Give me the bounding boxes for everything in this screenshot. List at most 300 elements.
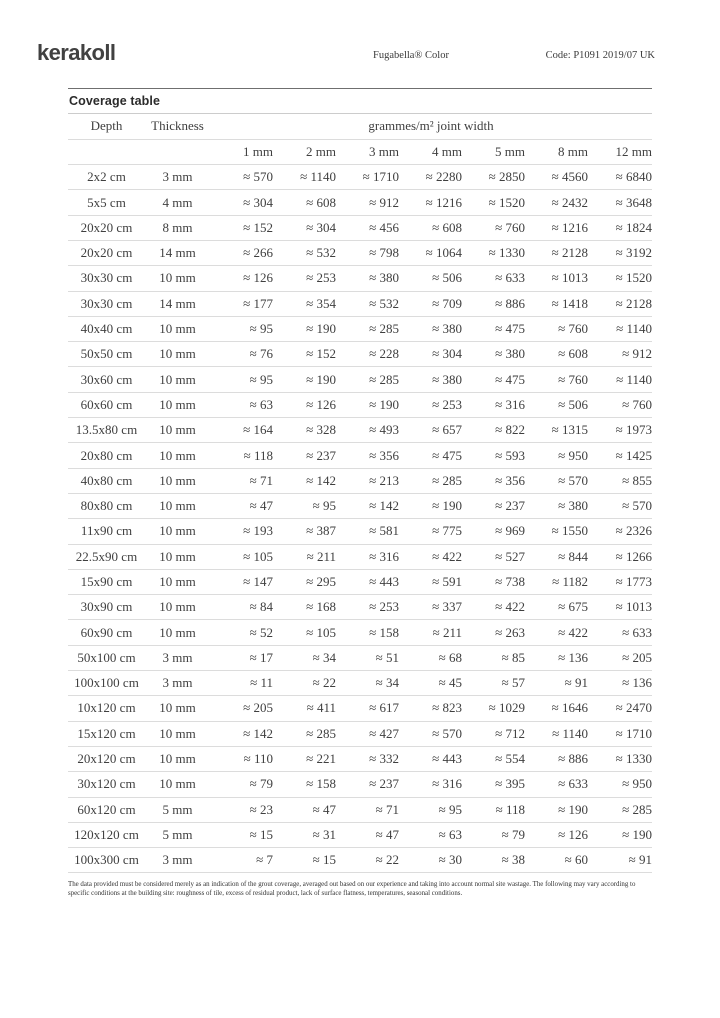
coverage-value-cell: ≈ 118 [462, 797, 525, 822]
depth-cell: 10x120 cm [68, 696, 145, 721]
coverage-value-cell: ≈ 266 [210, 240, 273, 265]
coverage-value-cell: ≈ 38 [462, 848, 525, 873]
coverage-value-cell: ≈ 395 [462, 772, 525, 797]
coverage-value-cell: ≈ 95 [399, 797, 462, 822]
coverage-value-cell: ≈ 237 [273, 443, 336, 468]
thickness-cell: 14 mm [145, 240, 210, 265]
coverage-value-cell: ≈ 47 [210, 493, 273, 518]
coverage-value-cell: ≈ 142 [273, 468, 336, 493]
coverage-value-cell: ≈ 570 [210, 165, 273, 190]
coverage-value-cell: ≈ 253 [399, 392, 462, 417]
coverage-value-cell: ≈ 23 [210, 797, 273, 822]
coverage-value-cell: ≈ 1140 [588, 367, 652, 392]
thickness-cell: 10 mm [145, 468, 210, 493]
coverage-value-cell: ≈ 11 [210, 671, 273, 696]
coverage-value-cell: ≈ 304 [399, 342, 462, 367]
coverage-value-cell: ≈ 304 [210, 190, 273, 215]
coverage-value-cell: ≈ 17 [210, 645, 273, 670]
table-row [68, 772, 652, 797]
coverage-value-cell: ≈ 760 [525, 367, 588, 392]
coverage-value-cell: ≈ 147 [210, 569, 273, 594]
coverage-value-cell: ≈ 1418 [525, 291, 588, 316]
coverage-value-cell: ≈ 45 [399, 671, 462, 696]
coverage-value-cell: ≈ 211 [273, 544, 336, 569]
coverage-value-cell: ≈ 142 [210, 721, 273, 746]
coverage-value-cell: ≈ 356 [462, 468, 525, 493]
coverage-value-cell: ≈ 71 [336, 797, 399, 822]
coverage-value-cell: ≈ 31 [273, 822, 336, 847]
table-row [68, 165, 652, 190]
coverage-value-cell: ≈ 253 [336, 595, 399, 620]
coverage-value-cell: ≈ 190 [588, 822, 652, 847]
coverage-value-cell: ≈ 775 [399, 519, 462, 544]
table-row [68, 671, 652, 696]
coverage-value-cell: ≈ 475 [462, 367, 525, 392]
coverage-value-cell: ≈ 152 [210, 215, 273, 240]
coverage-value-cell: ≈ 221 [273, 746, 336, 771]
coverage-value-cell: ≈ 950 [588, 772, 652, 797]
thickness-cell: 10 mm [145, 443, 210, 468]
coverage-value-cell: ≈ 912 [588, 342, 652, 367]
table-row [68, 342, 652, 367]
coverage-value-cell: ≈ 855 [588, 468, 652, 493]
coverage-value-cell: ≈ 709 [399, 291, 462, 316]
coverage-value-cell: ≈ 95 [273, 493, 336, 518]
coverage-value-cell: ≈ 2850 [462, 165, 525, 190]
coverage-value-cell: ≈ 3192 [588, 240, 652, 265]
coverage-value-cell: ≈ 506 [525, 392, 588, 417]
coverage-value-cell: ≈ 1710 [336, 165, 399, 190]
page-title: Coverage table [68, 89, 652, 114]
thickness-cell: 10 mm [145, 418, 210, 443]
coverage-value-cell: ≈ 142 [336, 493, 399, 518]
depth-cell: 15x120 cm [68, 721, 145, 746]
coverage-value-cell: ≈ 105 [210, 544, 273, 569]
table-row [68, 848, 652, 873]
depth-cell: 30x90 cm [68, 595, 145, 620]
depth-cell: 50x100 cm [68, 645, 145, 670]
coverage-value-cell: ≈ 285 [588, 797, 652, 822]
thickness-cell: 3 mm [145, 848, 210, 873]
coverage-value-cell: ≈ 328 [273, 418, 336, 443]
coverage-value-cell: ≈ 411 [273, 696, 336, 721]
coverage-value-cell: ≈ 1550 [525, 519, 588, 544]
thickness-cell: 10 mm [145, 266, 210, 291]
thickness-cell: 10 mm [145, 544, 210, 569]
depth-cell: 50x50 cm [68, 342, 145, 367]
coverage-value-cell: ≈ 79 [462, 822, 525, 847]
depth-cell: 20x120 cm [68, 746, 145, 771]
coverage-value-cell: ≈ 2326 [588, 519, 652, 544]
coverage-value-cell: ≈ 158 [336, 620, 399, 645]
coverage-value-cell: ≈ 354 [273, 291, 336, 316]
coverage-value-cell: ≈ 617 [336, 696, 399, 721]
coverage-value-cell: ≈ 47 [273, 797, 336, 822]
coverage-value-cell: ≈ 380 [336, 266, 399, 291]
depth-cell: 20x20 cm [68, 240, 145, 265]
thickness-cell: 4 mm [145, 190, 210, 215]
coverage-value-cell: ≈ 798 [336, 240, 399, 265]
coverage-value-cell: ≈ 126 [525, 822, 588, 847]
coverage-value-cell: ≈ 380 [399, 367, 462, 392]
empty-header-cell [68, 139, 145, 164]
coverage-value-cell: ≈ 493 [336, 418, 399, 443]
coverage-value-cell: ≈ 316 [336, 544, 399, 569]
coverage-value-cell: ≈ 456 [336, 215, 399, 240]
table-row [68, 822, 652, 847]
depth-cell: 20x20 cm [68, 215, 145, 240]
coverage-value-cell: ≈ 60 [525, 848, 588, 873]
coverage-value-cell: ≈ 193 [210, 519, 273, 544]
coverage-value-cell: ≈ 304 [273, 215, 336, 240]
coverage-value-cell: ≈ 190 [399, 493, 462, 518]
table-row [68, 367, 652, 392]
coverage-value-cell: ≈ 1266 [588, 544, 652, 569]
coverage-value-cell: ≈ 356 [336, 443, 399, 468]
coverage-value-cell: ≈ 2128 [588, 291, 652, 316]
coverage-value-cell: ≈ 1216 [399, 190, 462, 215]
coverage-value-cell: ≈ 110 [210, 746, 273, 771]
footnote-text: The data provided must be considered merely as an indication of the grout coverage, averaged out based on our experience and taking into account normal site wastage. The following may vary according to specific conditions at the building site: roughness of tile, excess of residual product, lack of surface flatness, temperatures, seasonal conditions. [68, 881, 636, 898]
coverage-value-cell: ≈ 190 [273, 367, 336, 392]
coverage-value-cell: ≈ 68 [399, 645, 462, 670]
coverage-value-cell: ≈ 1029 [462, 696, 525, 721]
coverage-value-cell: ≈ 608 [399, 215, 462, 240]
coverage-value-cell: ≈ 532 [336, 291, 399, 316]
coverage-value-cell: ≈ 1646 [525, 696, 588, 721]
coverage-value-cell: ≈ 506 [399, 266, 462, 291]
coverage-value-cell: ≈ 4560 [525, 165, 588, 190]
depth-cell: 30x30 cm [68, 266, 145, 291]
depth-cell: 40x40 cm [68, 316, 145, 341]
table-row [68, 721, 652, 746]
coverage-value-cell: ≈ 1973 [588, 418, 652, 443]
coverage-value-cell: ≈ 237 [462, 493, 525, 518]
coverage-value-cell: ≈ 608 [273, 190, 336, 215]
table-row [68, 291, 652, 316]
joint-width-header: 5 mm [462, 139, 525, 164]
table-row [68, 266, 652, 291]
coverage-value-cell: ≈ 422 [462, 595, 525, 620]
coverage-value-cell: ≈ 85 [462, 645, 525, 670]
coverage-value-cell: ≈ 152 [273, 342, 336, 367]
coverage-value-cell: ≈ 95 [210, 367, 273, 392]
thickness-cell: 5 mm [145, 822, 210, 847]
coverage-value-cell: ≈ 2128 [525, 240, 588, 265]
table-row [68, 493, 652, 518]
depth-cell: 120x120 cm [68, 822, 145, 847]
coverage-value-cell: ≈ 205 [210, 696, 273, 721]
coverage-value-cell: ≈ 213 [336, 468, 399, 493]
coverage-value-cell: ≈ 1216 [525, 215, 588, 240]
coverage-value-cell: ≈ 443 [336, 569, 399, 594]
coverage-value-cell: ≈ 2432 [525, 190, 588, 215]
depth-cell: 13.5x80 cm [68, 418, 145, 443]
depth-cell: 15x90 cm [68, 569, 145, 594]
thickness-cell: 10 mm [145, 772, 210, 797]
thickness-column-header: Thickness [145, 114, 210, 139]
table-row [68, 595, 652, 620]
coverage-value-cell: ≈ 63 [210, 392, 273, 417]
coverage-value-cell: ≈ 51 [336, 645, 399, 670]
coverage-value-cell: ≈ 380 [525, 493, 588, 518]
coverage-value-cell: ≈ 126 [210, 266, 273, 291]
coverage-table [68, 114, 652, 873]
coverage-value-cell: ≈ 190 [525, 797, 588, 822]
table-row [68, 519, 652, 544]
coverage-value-cell: ≈ 79 [210, 772, 273, 797]
coverage-value-cell: ≈ 316 [399, 772, 462, 797]
coverage-value-cell: ≈ 633 [588, 620, 652, 645]
coverage-table-body [68, 165, 652, 873]
coverage-value-cell: ≈ 475 [462, 316, 525, 341]
coverage-value-cell: ≈ 237 [336, 772, 399, 797]
coverage-value-cell: ≈ 337 [399, 595, 462, 620]
coverage-value-cell: ≈ 1013 [525, 266, 588, 291]
thickness-cell: 10 mm [145, 569, 210, 594]
coverage-value-cell: ≈ 295 [273, 569, 336, 594]
thickness-cell: 3 mm [145, 645, 210, 670]
thickness-cell: 10 mm [145, 316, 210, 341]
table-row [68, 569, 652, 594]
coverage-value-cell: ≈ 527 [462, 544, 525, 569]
coverage-value-cell: ≈ 91 [588, 848, 652, 873]
coverage-value-cell: ≈ 844 [525, 544, 588, 569]
coverage-value-cell: ≈ 76 [210, 342, 273, 367]
depth-cell: 20x80 cm [68, 443, 145, 468]
joint-width-header: 3 mm [336, 139, 399, 164]
coverage-value-cell: ≈ 164 [210, 418, 273, 443]
table-row [68, 645, 652, 670]
coverage-value-cell: ≈ 1710 [588, 721, 652, 746]
thickness-cell: 10 mm [145, 620, 210, 645]
coverage-value-cell: ≈ 633 [462, 266, 525, 291]
joint-width-header: 1 mm [210, 139, 273, 164]
depth-cell: 100x100 cm [68, 671, 145, 696]
coverage-value-cell: ≈ 1182 [525, 569, 588, 594]
coverage-value-cell: ≈ 1330 [462, 240, 525, 265]
coverage-value-cell: ≈ 427 [336, 721, 399, 746]
coverage-value-cell: ≈ 1773 [588, 569, 652, 594]
coverage-value-cell: ≈ 2280 [399, 165, 462, 190]
coverage-value-cell: ≈ 886 [525, 746, 588, 771]
coverage-value-cell: ≈ 205 [588, 645, 652, 670]
coverage-value-cell: ≈ 7 [210, 848, 273, 873]
coverage-value-cell: ≈ 1140 [588, 316, 652, 341]
table-row [68, 620, 652, 645]
table-row [68, 468, 652, 493]
table-row [68, 392, 652, 417]
coverage-value-cell: ≈ 593 [462, 443, 525, 468]
width-header-row [68, 139, 652, 164]
thickness-cell: 3 mm [145, 165, 210, 190]
thickness-cell: 3 mm [145, 671, 210, 696]
depth-cell: 2x2 cm [68, 165, 145, 190]
coverage-value-cell: ≈ 657 [399, 418, 462, 443]
coverage-value-cell: ≈ 380 [399, 316, 462, 341]
thickness-cell: 10 mm [145, 746, 210, 771]
thickness-cell: 10 mm [145, 367, 210, 392]
product-name: Fugabella® Color [373, 50, 449, 61]
coverage-value-cell: ≈ 591 [399, 569, 462, 594]
coverage-value-cell: ≈ 211 [399, 620, 462, 645]
coverage-value-cell: ≈ 177 [210, 291, 273, 316]
coverage-value-cell: ≈ 316 [462, 392, 525, 417]
coverage-value-cell: ≈ 554 [462, 746, 525, 771]
coverage-value-cell: ≈ 1520 [462, 190, 525, 215]
coverage-value-cell: ≈ 6840 [588, 165, 652, 190]
coverage-value-cell: ≈ 91 [525, 671, 588, 696]
coverage-value-cell: ≈ 912 [336, 190, 399, 215]
coverage-value-cell: ≈ 190 [336, 392, 399, 417]
coverage-value-cell: ≈ 15 [273, 848, 336, 873]
joint-width-header: 4 mm [399, 139, 462, 164]
coverage-value-cell: ≈ 608 [525, 342, 588, 367]
coverage-value-cell: ≈ 1315 [525, 418, 588, 443]
coverage-value-cell: ≈ 1140 [525, 721, 588, 746]
coverage-value-cell: ≈ 443 [399, 746, 462, 771]
coverage-value-cell: ≈ 118 [210, 443, 273, 468]
depth-cell: 60x90 cm [68, 620, 145, 645]
coverage-value-cell: ≈ 760 [462, 215, 525, 240]
coverage-value-cell: ≈ 285 [399, 468, 462, 493]
coverage-value-cell: ≈ 570 [525, 468, 588, 493]
coverage-value-cell: ≈ 228 [336, 342, 399, 367]
coverage-value-cell: ≈ 47 [336, 822, 399, 847]
thickness-cell: 10 mm [145, 721, 210, 746]
depth-cell: 40x80 cm [68, 468, 145, 493]
coverage-value-cell: ≈ 285 [336, 367, 399, 392]
table-row [68, 418, 652, 443]
coverage-value-cell: ≈ 1140 [273, 165, 336, 190]
coverage-value-cell: ≈ 57 [462, 671, 525, 696]
coverage-value-cell: ≈ 1425 [588, 443, 652, 468]
coverage-value-cell: ≈ 886 [462, 291, 525, 316]
coverage-value-cell: ≈ 71 [210, 468, 273, 493]
coverage-value-cell: ≈ 712 [462, 721, 525, 746]
coverage-value-cell: ≈ 168 [273, 595, 336, 620]
table-row [68, 215, 652, 240]
depth-cell: 30x30 cm [68, 291, 145, 316]
content-column [68, 88, 652, 898]
table-row [68, 240, 652, 265]
depth-cell: 11x90 cm [68, 519, 145, 544]
coverage-value-cell: ≈ 105 [273, 620, 336, 645]
coverage-value-cell: ≈ 422 [399, 544, 462, 569]
coverage-value-cell: ≈ 95 [210, 316, 273, 341]
coverage-value-cell: ≈ 15 [210, 822, 273, 847]
coverage-value-cell: ≈ 190 [273, 316, 336, 341]
coverage-value-cell: ≈ 633 [525, 772, 588, 797]
thickness-cell: 10 mm [145, 595, 210, 620]
empty-header-cell [145, 139, 210, 164]
thickness-cell: 14 mm [145, 291, 210, 316]
coverage-value-cell: ≈ 30 [399, 848, 462, 873]
thickness-cell: 10 mm [145, 493, 210, 518]
coverage-value-cell: ≈ 422 [525, 620, 588, 645]
coverage-value-cell: ≈ 22 [336, 848, 399, 873]
joint-width-span-header: grammes/m² joint width [210, 114, 652, 139]
coverage-value-cell: ≈ 1330 [588, 746, 652, 771]
coverage-value-cell: ≈ 532 [273, 240, 336, 265]
table-row [68, 316, 652, 341]
table-row [68, 696, 652, 721]
coverage-value-cell: ≈ 253 [273, 266, 336, 291]
coverage-value-cell: ≈ 263 [462, 620, 525, 645]
coverage-value-cell: ≈ 822 [462, 418, 525, 443]
coverage-value-cell: ≈ 1013 [588, 595, 652, 620]
coverage-value-cell: ≈ 3648 [588, 190, 652, 215]
coverage-value-cell: ≈ 84 [210, 595, 273, 620]
coverage-value-cell: ≈ 285 [273, 721, 336, 746]
coverage-value-cell: ≈ 158 [273, 772, 336, 797]
coverage-value-cell: ≈ 1824 [588, 215, 652, 240]
coverage-value-cell: ≈ 950 [525, 443, 588, 468]
depth-cell: 22.5x90 cm [68, 544, 145, 569]
depth-cell: 60x60 cm [68, 392, 145, 417]
table-row [68, 190, 652, 215]
thickness-cell: 10 mm [145, 696, 210, 721]
depth-column-header: Depth [68, 114, 145, 139]
coverage-value-cell: ≈ 969 [462, 519, 525, 544]
coverage-value-cell: ≈ 136 [525, 645, 588, 670]
coverage-value-cell: ≈ 570 [588, 493, 652, 518]
coverage-value-cell: ≈ 136 [588, 671, 652, 696]
coverage-value-cell: ≈ 570 [399, 721, 462, 746]
coverage-value-cell: ≈ 22 [273, 671, 336, 696]
depth-cell: 5x5 cm [68, 190, 145, 215]
coverage-value-cell: ≈ 34 [273, 645, 336, 670]
table-row [68, 797, 652, 822]
coverage-value-cell: ≈ 475 [399, 443, 462, 468]
thickness-cell: 5 mm [145, 797, 210, 822]
document-code: Code: P1091 2019/07 UK [545, 50, 655, 61]
depth-cell: 80x80 cm [68, 493, 145, 518]
coverage-value-cell: ≈ 1064 [399, 240, 462, 265]
coverage-value-cell: ≈ 823 [399, 696, 462, 721]
depth-cell: 100x300 cm [68, 848, 145, 873]
kerakoll-logo: kerakoll [37, 40, 116, 65]
joint-width-header: 8 mm [525, 139, 588, 164]
coverage-value-cell: ≈ 380 [462, 342, 525, 367]
coverage-value-cell: ≈ 52 [210, 620, 273, 645]
depth-cell: 60x120 cm [68, 797, 145, 822]
depth-cell: 30x60 cm [68, 367, 145, 392]
coverage-value-cell: ≈ 675 [525, 595, 588, 620]
coverage-value-cell: ≈ 63 [399, 822, 462, 847]
table-row [68, 443, 652, 468]
joint-width-header: 12 mm [588, 139, 652, 164]
coverage-value-cell: ≈ 332 [336, 746, 399, 771]
coverage-value-cell: ≈ 738 [462, 569, 525, 594]
coverage-value-cell: ≈ 760 [588, 392, 652, 417]
table-row [68, 544, 652, 569]
coverage-value-cell: ≈ 285 [336, 316, 399, 341]
coverage-value-cell: ≈ 1520 [588, 266, 652, 291]
coverage-value-cell: ≈ 387 [273, 519, 336, 544]
thickness-cell: 8 mm [145, 215, 210, 240]
table-row [68, 746, 652, 771]
coverage-value-cell: ≈ 126 [273, 392, 336, 417]
thickness-cell: 10 mm [145, 342, 210, 367]
coverage-value-cell: ≈ 581 [336, 519, 399, 544]
depth-cell: 30x120 cm [68, 772, 145, 797]
coverage-value-cell: ≈ 2470 [588, 696, 652, 721]
coverage-value-cell: ≈ 760 [525, 316, 588, 341]
thickness-cell: 10 mm [145, 392, 210, 417]
table-header-row [68, 114, 652, 139]
coverage-value-cell: ≈ 34 [336, 671, 399, 696]
